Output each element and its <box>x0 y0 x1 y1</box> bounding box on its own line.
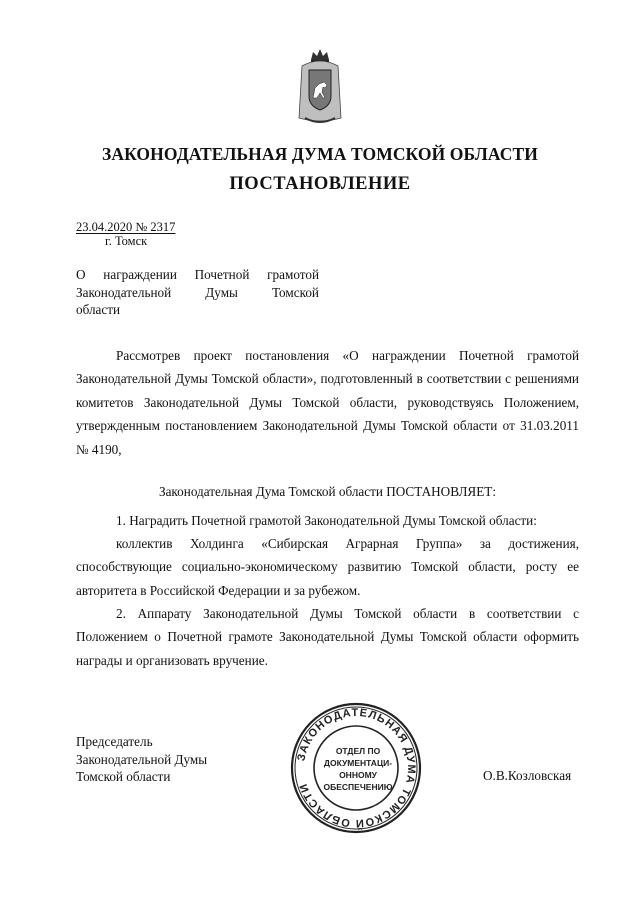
signatory-name: О.В.Козловская <box>483 768 572 783</box>
official-stamp <box>288 700 424 836</box>
stamp-ring-text: ЗАКОНОДАТЕЛЬНАЯ ДУМА ТОМСКОЙ ОБЛАСТИ <box>295 706 418 830</box>
stamp-center-line-3: ОННОМУ <box>339 770 377 780</box>
resolves-line: Законодательная Дума Томской области ПОСТАНОВЛЯЕТ: <box>158 484 497 499</box>
item-1 <box>76 509 579 532</box>
stamp-center-line-4: ОБЕСПЕЧЕНИЮ <box>323 782 393 792</box>
intro-paragraph <box>76 344 579 461</box>
stamp-center-line-1: ОТДЕЛ ПО <box>335 746 381 756</box>
signatory-title-line-2: Законодательной Думы <box>76 751 208 767</box>
stamp-center-line-2: ДОКУМЕНТАЦИ- <box>323 758 393 768</box>
coat-of-arms-emblem <box>297 46 343 126</box>
item-1-text: 1. Наградить Почетной грамотой Законодательной Думы Томской области: <box>116 513 537 528</box>
item-1-detail <box>76 532 579 602</box>
subject-line-2: Законодательной Думы Томской <box>76 284 319 300</box>
document-subject <box>76 266 319 319</box>
subject-line-1: О награждении Почетной грамотой <box>76 267 319 282</box>
signatory-title <box>76 733 207 786</box>
organization-title: ЗАКОНОДАТЕЛЬНАЯ ДУМА ТОМСКОЙ ОБЛАСТИ <box>102 144 538 164</box>
signatory-title-line-3: Томской области <box>76 769 171 784</box>
signatory-title-line-1: Председатель <box>76 734 153 749</box>
subject-line-3: области <box>76 302 121 317</box>
item-1-detail-text: коллектив Холдинга «Сибирская Аграрная Группа» за достижения, способствующие социально-экономическому развитию Томской области, росту ее авторитета в Российской Федерации и за рубежом. <box>76 536 579 598</box>
document-city: г. Томск <box>105 234 148 248</box>
intro-text: Рассмотрев проект постановления «О награждении Почетной грамотой Законодательной Думы Томской области», подготовленный в соответствии с решениями комитетов Законодательной Думы Томской области, руководствуясь Положением, утвержденным постановлением Законодательной Думы Томской области от 31.03.2011 № 4190, <box>76 348 579 457</box>
item-2-text: 2. Аппарату Законодательной Думы Томской области в соответствии с Положением о Почетной грамоте Законодательной Думы Томской области оформить награды и организовать вручение. <box>76 606 579 668</box>
item-2 <box>76 602 579 672</box>
document-type-title: ПОСТАНОВЛЕНИЕ <box>229 174 411 194</box>
document-date-number: 23.04.2020 № 2317 <box>76 220 176 234</box>
